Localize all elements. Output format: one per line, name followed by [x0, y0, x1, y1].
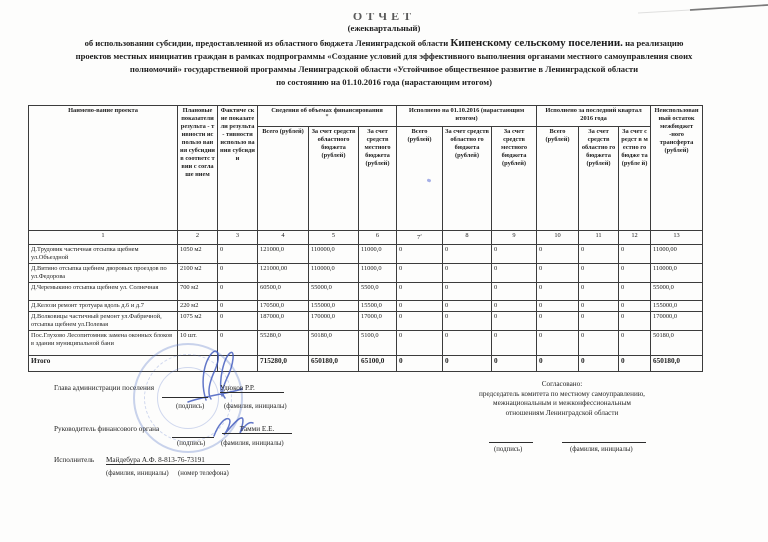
- value-cell: 170000,0: [651, 312, 703, 331]
- colnum-8: 8: [443, 231, 492, 245]
- report-subtitle: (ежеквартальный): [347, 23, 421, 33]
- value-cell: 0: [397, 264, 443, 283]
- value-cell: 0: [619, 331, 651, 356]
- header-total-2: Всего (рублей): [397, 127, 443, 231]
- value-cell: 55000,0: [651, 283, 703, 301]
- value-cell: 0: [537, 331, 579, 356]
- value-cell: 55280,0: [258, 331, 309, 356]
- value-cell: 0: [492, 301, 537, 312]
- value-cell: 0: [492, 283, 537, 301]
- header-group-financing: [258, 106, 397, 127]
- approved-label: Согласовано:: [541, 380, 583, 388]
- value-cell: 0: [443, 331, 492, 356]
- subsidy-report-table: [28, 105, 703, 372]
- signature-line: [162, 397, 208, 398]
- approval-name-line: [562, 442, 646, 443]
- fact-cell: 0: [218, 245, 258, 264]
- plan-cell: 1050 м2: [178, 245, 218, 264]
- plan-cell: 220 м2: [178, 301, 218, 312]
- value-cell: 0: [492, 264, 537, 283]
- colnum-7-text: 7: [417, 234, 421, 242]
- value-cell: 0: [619, 301, 651, 312]
- value-cell: 0: [619, 264, 651, 283]
- plan-cell: 10 шт.: [178, 331, 218, 356]
- colnum-2: 2: [178, 231, 218, 245]
- value-cell: 0: [443, 301, 492, 312]
- value-cell: 0: [579, 245, 619, 264]
- value-cell: 0: [579, 283, 619, 301]
- colnum-9: 9: [492, 231, 537, 245]
- table-row: [29, 264, 703, 283]
- value-cell: 17000,0: [359, 312, 397, 331]
- value-cell: 11000,0: [359, 245, 397, 264]
- total-label: Итого: [29, 356, 178, 372]
- value-cell: 0: [397, 245, 443, 264]
- header-group-row: [29, 106, 703, 127]
- colnum-11: 11: [579, 231, 619, 245]
- value-cell: 11000,0: [359, 264, 397, 283]
- value-cell: 170000,0: [309, 312, 359, 331]
- value-cell: 187000,0: [258, 312, 309, 331]
- fact-cell: 0: [218, 331, 258, 356]
- header-local-budget-1: За счет средств местного бюджета (рублей): [359, 127, 397, 231]
- project-name-cell: Д.Трудовик частичная отсыпка щебнем ул.Объездной: [29, 245, 178, 264]
- description-line-3: полномочий» государственной программы Ленинградской области «Устойчивое общественное развитие в Ленинградской области: [129, 63, 639, 74]
- value-cell: 110000,0: [309, 264, 359, 283]
- value-cell: 0: [537, 301, 579, 312]
- plan-cell: 1075 м2: [178, 312, 218, 331]
- line1-suffix: на реализацию: [622, 38, 684, 48]
- value-cell: 170500,0: [258, 301, 309, 312]
- project-name-cell: Д.Волковицы частичный ремонт ул.Фабричной, отсыпка щебнем ул.Полевая: [29, 312, 178, 331]
- table-row: [29, 283, 703, 301]
- executor-name-phone: Майдебура А.Ф. 8-813-76-73191: [106, 456, 230, 465]
- total-value-cell: 0: [619, 356, 651, 372]
- header-local-budget-2: За счет средств местного бюджета (рублей): [492, 127, 537, 231]
- value-cell: 5500,0: [359, 283, 397, 301]
- fact-cell: 0: [218, 301, 258, 312]
- value-cell: 0: [579, 312, 619, 331]
- label-executor-name: (фамилия, инициалы): [106, 470, 169, 477]
- value-cell: 155000,0: [309, 301, 359, 312]
- financing-group-label: Сведения об объемах финансирования: [271, 107, 383, 114]
- colnum-7: [397, 231, 443, 245]
- label-name-2: (фамилия, инициалы): [221, 440, 284, 447]
- value-cell: 0: [579, 301, 619, 312]
- value-cell: 0: [537, 312, 579, 331]
- table-row: [29, 301, 703, 312]
- header-unused-remainder: Неиспользованный остаток межбюджет -ного трансферта (рублей): [651, 106, 703, 231]
- project-name-cell: Д.Черемыкино отсыпка щебнем ул. Солнечная: [29, 283, 178, 301]
- total-value-cell: 0: [492, 356, 537, 372]
- total-value-cell: 0: [579, 356, 619, 372]
- value-cell: 0: [492, 245, 537, 264]
- title-block: [0, 13, 768, 89]
- report-title-text: ОТЧЕТ: [352, 13, 416, 21]
- fact-cell: 0: [218, 264, 258, 283]
- label-signature-1: (подпись): [176, 403, 205, 410]
- header-total-3: Всего (рублей): [537, 127, 579, 231]
- value-cell: 0: [397, 331, 443, 356]
- value-cell: 5100,0: [359, 331, 397, 356]
- colnum-1: 1: [29, 231, 178, 245]
- approval-line-2: межнациональным и межконфессиональным: [493, 399, 631, 408]
- colnum-6: 6: [359, 231, 397, 245]
- colnum-12: 12: [619, 231, 651, 245]
- value-cell: 155000,0: [651, 301, 703, 312]
- value-cell: 60500,0: [258, 283, 309, 301]
- value-cell: 0: [492, 312, 537, 331]
- header-group-executed-cumulative: Исполнено на 01.10.2016 (нарастающим итогом): [397, 106, 537, 127]
- plan-cell: 2100 м2: [178, 264, 218, 283]
- colnum-3: 3: [218, 231, 258, 245]
- total-row: [29, 356, 703, 372]
- signature-head-of-administration: [188, 351, 242, 402]
- project-name-cell: Д.Витино отсыпка щебнем дворовых проездов по ул.Федорова: [29, 264, 178, 283]
- approval-signature-line: [489, 442, 533, 443]
- value-cell: 0: [619, 245, 651, 264]
- header-oblast-budget-2: За счет средств областно го бюджета (рублей): [443, 127, 492, 231]
- value-cell: 121000,0: [258, 245, 309, 264]
- header-group-executed-quarter: Исполнено за последний квартал 2016 года: [537, 106, 651, 127]
- value-cell: 110000,0: [309, 245, 359, 264]
- table-row: [29, 331, 703, 356]
- total-value-cell: 650180,0: [309, 356, 359, 372]
- header-oblast-budget-1: За счет средств областного бюджета (рублей): [309, 127, 359, 231]
- total-value-cell: 65100,0: [359, 356, 397, 372]
- executor-label: Исполнитель: [54, 456, 95, 464]
- label-approval-signature: (подпись): [494, 446, 523, 453]
- project-name-cell: Пос.Глухово Лесопитомник замена оконных блоков в здании муниципальной бани: [29, 331, 178, 356]
- label-name-1: (фамилия, инициалы): [224, 403, 287, 410]
- value-cell: 121000,00: [258, 264, 309, 283]
- approval-block: [430, 380, 694, 418]
- description-line-4: по состоянию на 01.10.2016 года (нарастающим итогом): [276, 76, 492, 87]
- report-description: [0, 37, 768, 89]
- label-signature-2: (подпись): [177, 440, 206, 447]
- value-cell: 0: [492, 331, 537, 356]
- value-cell: 0: [397, 312, 443, 331]
- project-name-cell: Д.Келози ремонт тротуара вдоль д.6 и д.7: [29, 301, 178, 312]
- value-cell: 0: [443, 245, 492, 264]
- name-head-of-administration: Удюков Р.Р.: [220, 384, 284, 393]
- table-row: [29, 312, 703, 331]
- footnote-asterisk: *: [325, 114, 329, 120]
- total-value-cell: 0: [397, 356, 443, 372]
- header-oblast-budget-3: За счет средств областно го бюджета (рублей): [579, 127, 619, 231]
- label-approval-name: (фамилия, инициалы): [570, 446, 633, 453]
- value-cell: 0: [537, 283, 579, 301]
- total-value-cell: 650180,0: [651, 356, 703, 372]
- value-cell: 0: [443, 312, 492, 331]
- settlement-name: Кипенскому сельскому поселении.: [450, 37, 623, 49]
- table-row: [29, 245, 703, 264]
- cropped-report-title: [0, 13, 768, 21]
- value-cell: 0: [443, 264, 492, 283]
- fact-cell: 0: [218, 312, 258, 331]
- colnum-4: 4: [258, 231, 309, 245]
- value-cell: 110000,0: [651, 264, 703, 283]
- value-cell: 50180,0: [309, 331, 359, 356]
- plan-cell: 700 м2: [178, 283, 218, 301]
- value-cell: 0: [579, 331, 619, 356]
- role-head-of-administration: Глава администрации поселения: [54, 384, 155, 392]
- header-project: Наимено-вание проекта: [29, 106, 178, 231]
- colnum-10: 10: [537, 231, 579, 245]
- value-cell: 0: [443, 283, 492, 301]
- name-finance-head: Тамми Е.Е.: [222, 425, 292, 434]
- value-cell: 15500,0: [359, 301, 397, 312]
- signature-line: [172, 437, 214, 438]
- value-cell: 0: [397, 283, 443, 301]
- value-cell: 11000,00: [651, 245, 703, 264]
- header-planned-indicators: Плановые показатели результа - тивности использо вания субсидии в соответс твии с соглаше нием: [178, 106, 218, 231]
- fact-cell: 0: [218, 283, 258, 301]
- header-local-budget-3: За счет средст в местно го бюдже та (рубле й): [619, 127, 651, 231]
- colnum-5: 5: [309, 231, 359, 245]
- description-line-1: [0, 37, 768, 50]
- value-cell: 0: [537, 264, 579, 283]
- value-cell: 55000,0: [309, 283, 359, 301]
- header-total-1: Всего (рублей): [258, 127, 309, 231]
- line1-prefix: об использовании субсидии, предоставленной из областного бюджета Ленинградской области: [84, 38, 451, 48]
- approval-line-3: отношениям Ленинградской области: [505, 408, 619, 417]
- value-cell: 0: [397, 301, 443, 312]
- approval-line-1: председатель комитета по местному самоуправлению,: [479, 389, 645, 398]
- total-value-cell: 0: [537, 356, 579, 372]
- description-line-2: проектов местных инициатив граждан в рамках подпрограммы «Создание условий для эффективного выполнения органами местного самоуправления своих: [75, 50, 693, 61]
- role-finance-head: Руководитель финансового органа: [54, 425, 160, 433]
- value-cell: 0: [619, 312, 651, 331]
- column-number-row: [29, 231, 703, 245]
- value-cell: 50180,0: [651, 331, 703, 356]
- total-value-cell: 0: [443, 356, 492, 372]
- value-cell: 0: [537, 245, 579, 264]
- colnum-13: 13: [651, 231, 703, 245]
- value-cell: 0: [619, 283, 651, 301]
- label-executor-phone: (номер телефона): [178, 470, 229, 477]
- value-cell: 0: [579, 264, 619, 283]
- scan-mark: z: [420, 232, 422, 237]
- header-actual-indicators: Фактиче ские показате ли результа - тивности использо вания субсидии: [218, 106, 258, 231]
- total-value-cell: 715280,0: [258, 356, 309, 372]
